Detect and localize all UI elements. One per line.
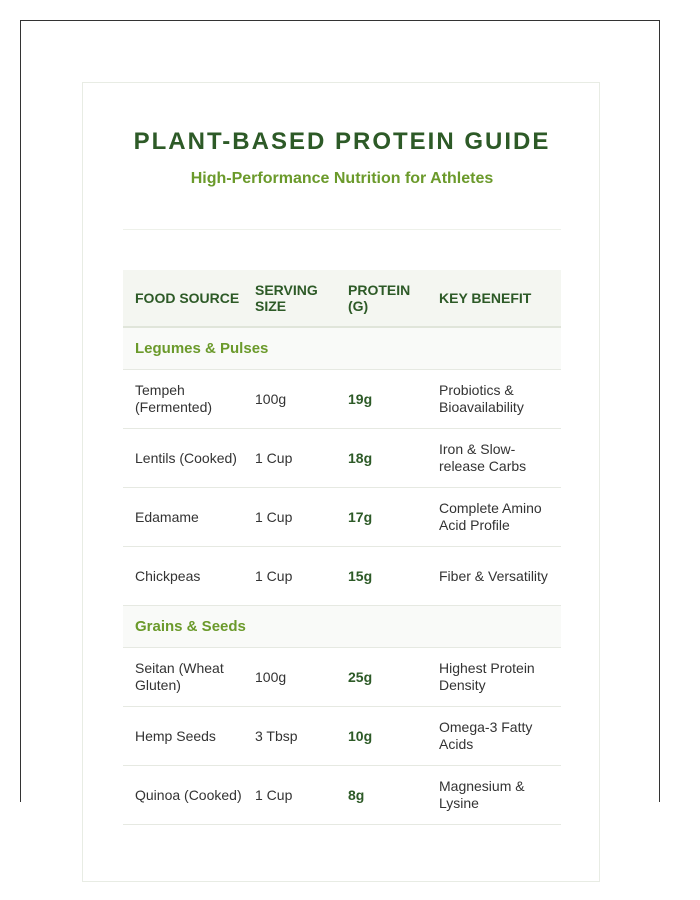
serving-size-cell: 1 Cup (243, 547, 336, 606)
serving-size-cell: 100g (243, 648, 336, 707)
food-source-cell: Quinoa (Cooked) (123, 766, 243, 825)
guide-header (123, 83, 561, 230)
table-row (123, 429, 561, 488)
column-header-protein: PROTEIN (G) (336, 270, 427, 327)
key-benefit-cell: Omega-3 Fatty Acids (427, 707, 561, 766)
protein-cell: 10g (336, 707, 427, 766)
protein-cell: 15g (336, 547, 427, 606)
category-label: Legumes & Pulses (123, 327, 561, 370)
table-body (123, 327, 561, 825)
guide-card (82, 82, 600, 882)
page-frame (20, 20, 660, 811)
table-header-row (123, 270, 561, 327)
table-header (123, 270, 561, 327)
serving-size-cell: 100g (243, 370, 336, 429)
column-header-serving-size: SERVING SIZE (243, 270, 336, 327)
serving-size-cell: 1 Cup (243, 488, 336, 547)
serving-size-cell: 1 Cup (243, 429, 336, 488)
food-source-cell: Edamame (123, 488, 243, 547)
protein-cell: 17g (336, 488, 427, 547)
page-subtitle: High-Performance Nutrition for Athletes (190, 170, 494, 187)
table-row (123, 648, 561, 707)
food-source-cell: Lentils (Cooked) (123, 429, 243, 488)
key-benefit-cell: Highest Protein Density (427, 648, 561, 707)
protein-cell: 25g (336, 648, 427, 707)
food-source-cell: Hemp Seeds (123, 707, 243, 766)
table-row (123, 707, 561, 766)
key-benefit-cell: Magnesium & Lysine (427, 766, 561, 825)
column-header-food-source: FOOD SOURCE (123, 270, 243, 327)
table-row (123, 766, 561, 825)
food-source-cell: Tempeh (Fermented) (123, 370, 243, 429)
key-benefit-cell: Iron & Slow-release Carbs (427, 429, 561, 488)
key-benefit-cell: Complete Amino Acid Profile (427, 488, 561, 547)
category-label: Grains & Seeds (123, 606, 561, 648)
protein-table (123, 270, 561, 825)
page-title: PLANT-BASED PROTEIN GUIDE (133, 128, 551, 155)
protein-cell: 18g (336, 429, 427, 488)
category-row (123, 606, 561, 648)
serving-size-cell: 3 Tbsp (243, 707, 336, 766)
key-benefit-cell: Probiotics & Bioavailability (427, 370, 561, 429)
protein-cell: 8g (336, 766, 427, 825)
protein-cell: 19g (336, 370, 427, 429)
table-row (123, 547, 561, 606)
key-benefit-cell: Fiber & Versatility (427, 547, 561, 606)
table-row (123, 370, 561, 429)
food-source-cell: Seitan (Wheat Gluten) (123, 648, 243, 707)
serving-size-cell: 1 Cup (243, 766, 336, 825)
column-header-key-benefit: KEY BENEFIT (427, 270, 561, 327)
table-row (123, 488, 561, 547)
food-source-cell: Chickpeas (123, 547, 243, 606)
category-row (123, 327, 561, 370)
